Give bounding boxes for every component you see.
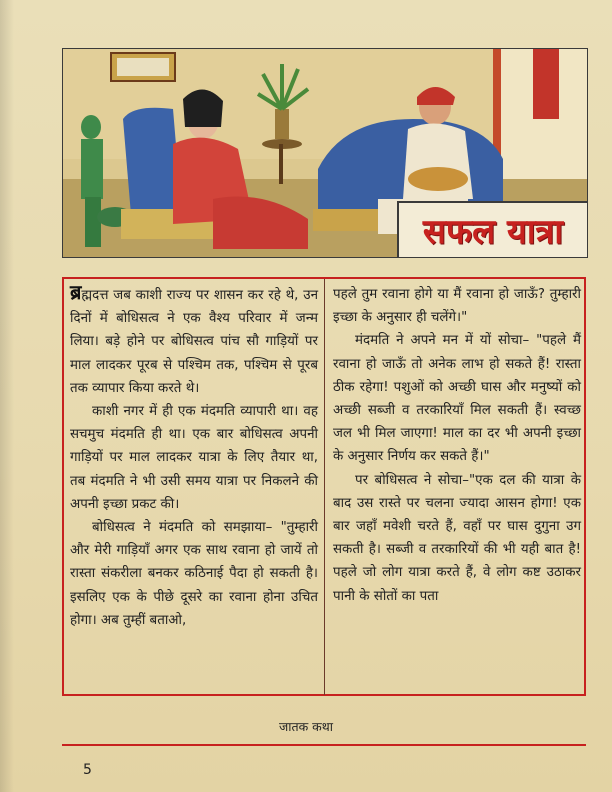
column-divider (324, 279, 325, 695)
right-paragraph-2: मंदमति ने अपने मन में यों सोचा– "पहले मैं रवाना हो जाऊँ तो अनेक लाभ हो सकते हैं! रास्ता ठीक रहेगा! पशुओं को अच्छी घास और मनुष्यों को अच्छी सब्जी व तरकारियाँ मिल सकती हैं। स्वच्छ जल भी मिल जाएगा! माल का दर भी अपनी इच्छा के अनुसार निर्णय कर सकते हैं।" (333, 333, 581, 465)
right-paragraph-1: पहले तुम रवाना होगे या मैं रवाना हो जाऊँ? तुम्हारी इच्छा के अनुसार ही चलेंगे।" (333, 287, 581, 326)
left-column (70, 280, 318, 632)
right-paragraph-3: पर बोधिसत्व ने सोचा–"एक दल की यात्रा के बाद उस रास्ते पर चलना ज्यादा आसन होगा! एक बार जहाँ मवेशी चरते हैं, वहाँ पर घास दुगुना उग सकती है। सब्जी व तरकारियों की भी यही बात है! पहले जो लोग यात्रा करते हैं, वे लोग कष्ट उठाकर पानी के सोतों का पता (333, 472, 581, 604)
story-title-box (397, 201, 587, 257)
footer-label: जातक कथा (278, 719, 334, 734)
left-paragraph-2: काशी नगर में ही एक मंदमति व्यापारी था। वह सचमुच मंदमति ही था। एक बार बोधिसत्व अपनी गाड़ियों पर माल लादकर यात्रा के लिए तैयार था, तब मंदमति ने भी उसी समय यात्रा पर निकलने की अपनी इच्छा प्रकट की। (70, 404, 318, 512)
story-title: सफल यात्रा (422, 212, 564, 252)
page-number: 5 (83, 762, 92, 778)
left-paragraph-1 (70, 280, 318, 400)
left-paragraph-3: बोधिसत्व ने मंदमति को समझाया– "तुम्हारी और मेरी गाड़ियाँ अगर एक साथ रवाना हो जायें तो रास्ता संकरीला बनकर कठिनाई पैदा हो सकती है। इसलिए एक के पीछे दूसरे का रवाना होना उचित होगा। अब तुम्हीं बताओ, (70, 520, 318, 628)
dropcap: ब्र (70, 280, 82, 304)
right-column (333, 283, 581, 608)
left-paragraph-1-text: ह्मदत्त जब काशी राज्य पर शासन कर रहे थे, उन दिनों में बोधिसत्व ने एक वैश्य परिवार में जन्म लिया। बड़े होने पर बोधिसत्व पांच सौ गाड़ियों पर माल लादकर पूरब से पश्चिम तक, पश्चिम से पूरब तक व्यापार किया करते थे। (70, 288, 318, 396)
footer-rule (62, 744, 586, 746)
page-spine-shadow (0, 0, 14, 792)
